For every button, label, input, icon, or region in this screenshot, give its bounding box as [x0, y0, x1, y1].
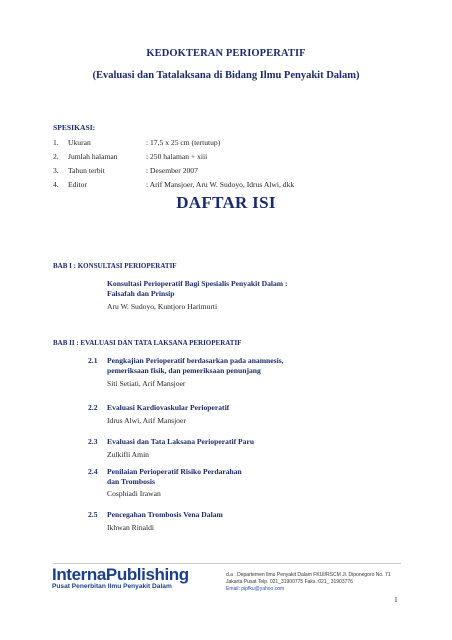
spec-num: 3. — [53, 166, 59, 175]
spec-key: Editor — [68, 180, 87, 189]
item-number: 2.5 — [88, 510, 98, 519]
item-number: 2.4 — [88, 467, 98, 476]
item-number: 2.3 — [88, 437, 98, 446]
bab-2-heading: BAB II : EVALUASI DAN TATA LAKSANA PERIOPERATIF — [53, 339, 242, 347]
spec-row — [53, 152, 207, 161]
logo-wordmark — [52, 566, 189, 583]
bab-2-item-title — [107, 356, 284, 376]
document-subtitle: (Evaluasi dan Tatalaksana di Bidang Ilmu Penyakit Dalam) — [92, 70, 360, 81]
item-title-line: dan Trombosis — [107, 477, 155, 486]
bab-2-item-authors: Idrus Alwi, Arif Mansjoer — [107, 416, 186, 425]
bab-2-item-authors: Zulkifli Amin — [107, 450, 149, 459]
item-title-line: Konsultasi Perioperatif Bagi Spesialis Penyakit Dalam : — [107, 279, 288, 288]
item-number: 2.2 — [88, 403, 98, 412]
spec-num: 1. — [53, 138, 59, 147]
footer-divider — [53, 563, 401, 564]
spec-num: 2. — [53, 152, 59, 161]
spec-row — [53, 166, 198, 175]
document-title: KEDOKTERAN PERIOPERATIF — [146, 48, 306, 59]
toc-title: DAFTAR ISI — [176, 193, 276, 212]
page-number: 1 — [394, 595, 398, 604]
bab-2-item-title: Evaluasi Kardiovaskular Perioperatif — [107, 403, 230, 412]
bab-2-item-title — [107, 467, 242, 487]
publisher-logo — [52, 566, 189, 590]
bab-2-item-authors: Cosphiadi Irawan — [107, 489, 161, 498]
spec-key: Ukuran — [68, 138, 91, 147]
spec-row — [53, 180, 294, 189]
spec-key: Jumlah halaman — [68, 152, 118, 161]
bab-1-item-title — [107, 279, 288, 299]
address-line: Jakarta Pusat Telp. 021_31900775 Faks.:021_ 31903776 — [226, 579, 353, 585]
item-number: 2.1 — [88, 356, 98, 365]
bab-1-heading: BAB I : KONSULTASI PERIOPERATIF — [53, 262, 177, 270]
bab-1-item-authors: Aru W. Sudoyo, Kuntjoro Harimurti — [107, 302, 218, 311]
bab-2-item-title: Pencegahan Trombosis Vena Dalam — [107, 510, 223, 519]
bab-2-item-authors: Siti Setiati, Arif Mansjoer — [107, 379, 186, 388]
item-title-line: pemeriksaan fisik, dan pemeriksaan penunjang — [107, 366, 261, 375]
publisher-address — [226, 572, 391, 593]
bab-2-item-authors: Ikhwan Rinaldi — [107, 523, 155, 532]
item-title-line: Penilaian Perioperatif Risiko Perdarahan — [107, 467, 242, 476]
item-title-line: Pengkajian Perioperatif berdasarkan pada anamnesis, — [107, 356, 284, 365]
spec-row — [53, 138, 220, 147]
email-link[interactable]: Email: pipfku@yahoo.com — [226, 586, 285, 592]
item-title-line: Falsafah dan Prinsip — [107, 289, 175, 298]
bab-2-item-title: Evaluasi dan Tata Laksana Perioperatif Paru — [107, 437, 255, 446]
logo-part-2: Publishing — [105, 565, 189, 584]
spec-value: : 17,5 x 25 cm (tertutup) — [146, 138, 221, 147]
spec-value: : Desember 2007 — [146, 166, 198, 175]
spec-value: : 250 halaman + xiii — [146, 152, 208, 161]
address-line: d.a : Departemen Ilmu Penyakit Dalam FKUI/RSCM Jl. Diponegoro No. 71 — [226, 572, 391, 578]
spec-value: : Arif Mansjoer, Aru W. Sudoyo, Idrus Alwi, dkk — [146, 180, 295, 189]
logo-part-1: Interna — [52, 565, 106, 584]
logo-tagline: Pusat Penerbitan Ilmu Penyakit Dalam — [52, 583, 172, 590]
spesifikasi-heading: SPESIKASI: — [53, 123, 96, 132]
spec-num: 4. — [53, 180, 59, 189]
spec-key: Tahun terbit — [68, 166, 105, 175]
